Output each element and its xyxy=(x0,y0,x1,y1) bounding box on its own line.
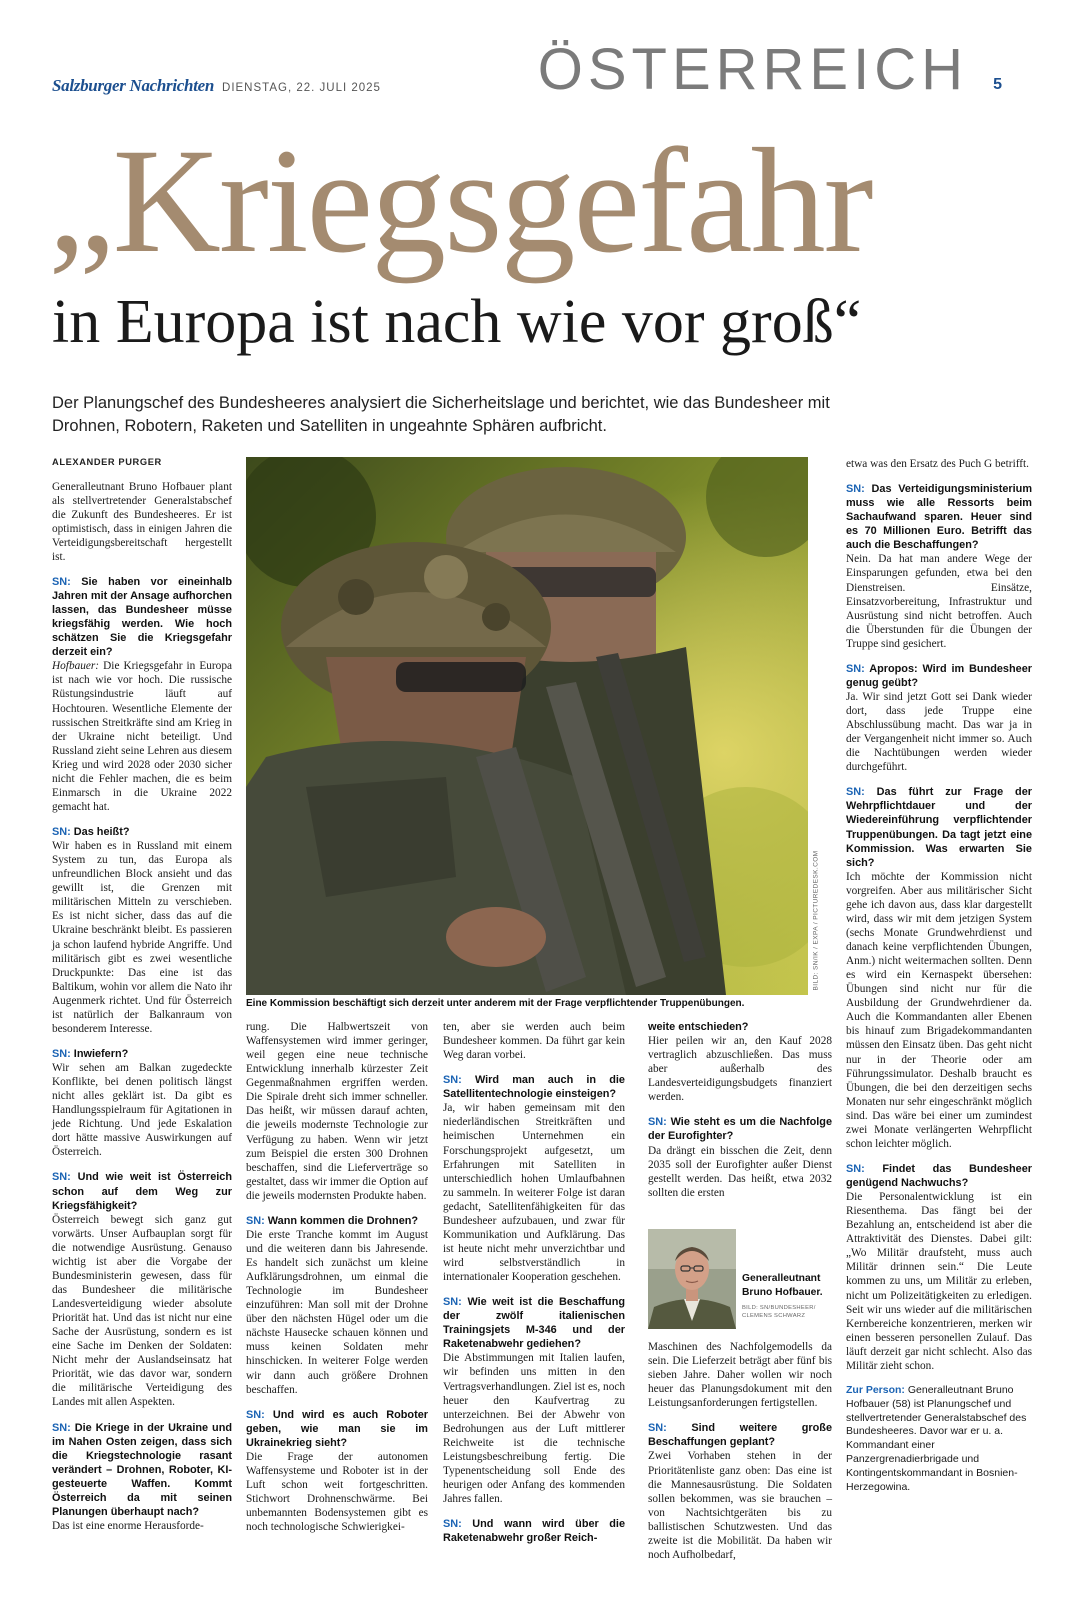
answer: Österreich bewegt sich ganz gut vorwärts. Unser Aufbauplan sorgt für die notwendige Ausrüstung. Genauso wichtig ist aber die Vorgabe der Bundesministerin gewesen, dass für das Bundesheer die militärische Landesverteidigung wieder absolute Priorität hat. Und das ist nicht nur eine Sache der Ausrüstung, sondern es ist eine Sache im Denken der Soldaten: Nicht mehr der Auslandseinsatz hat Priorität, wie das davor war, sondern die militärische Verteidigung des Landes mit allen Aspekten. xyxy=(52,1213,232,1409)
qa-block xyxy=(443,1073,625,1284)
person-bio: Generalleutnant Bruno Hofbauer (58) ist Planungschef und stellvertretender Generalstabschef des Bundesheeres. Davor war er u. a. Kommandant einer Panzergrenadierbrigade und Kontingentskommandant in Bosnien-Herzegowina. xyxy=(846,1383,1027,1493)
question: SN: Wann kommen die Drohnen? xyxy=(246,1214,419,1227)
portrait-photo[interactable] xyxy=(648,1229,736,1329)
answer: Da drängt ein bisschen die Zeit, denn 2035 soll der Eurofighter außer Dienst gestellt werden. Das heißt, etwa 2032 sollten die ersten xyxy=(648,1144,832,1199)
author-byline: ALEXANDER PURGER xyxy=(52,457,162,467)
qa-block xyxy=(648,1421,832,1562)
column-4-continued xyxy=(648,1340,832,1573)
portrait-credit: BILD: SN/BUNDESHEER/ CLEMENS SCHWARZ xyxy=(742,1305,816,1319)
question: SN: Apropos: Wird im Bundesheer genug geübt? xyxy=(846,662,1032,689)
answer: Die Abstimmungen mit Italien laufen, wir befinden uns mitten in den Vertragsverhandlungen. Ziel ist es, noch heuer den Kaufvertrag zu unterzeichnen. Bei der Abwehr von Bedrohungen aus der Luft mittlerer Reichweite ist die technische Leistungsbeschreibung fertig. Die Typenentscheidung soll Ende des heurigen oder Anfang des kommenden Jahres fallen. xyxy=(443,1352,625,1505)
question: SN: Das Verteidigungsministerium muss wie alle Ressorts beim Sachaufwand sparen. Heuer sind es 70 Millionen Euro. Betrifft das auch die Beschaffungen? xyxy=(846,483,1033,552)
person-box xyxy=(846,1384,1032,1495)
question: SN: Wie weit ist die Beschaffung der zwölf italienischen Trainingsjets M-346 und der Raketenabwehr gediehen? xyxy=(443,1296,626,1351)
answer: Die Frage der autonomen Waffensysteme und Roboter ist in der Luft schon weit fortgeschritten. Stichwort Drohnenschwärme. Bei unbemannten Bodensystemen gibt es noch technologische Schwierigkei- xyxy=(246,1450,428,1534)
answer: Die Kriegsgefahr in Europa ist nach wie vor hoch. Die russische Rüstungsindustrie läuft auf Hochtouren. Wesentliche Elemente der russischen Streitkräfte sind am Krieg in der Ukraine nicht beteiligt. Und Russland zieht seine Lehren aus diesem Krieg und wird 2028 oder 2030 sicher nicht die Fehler machen, die es beim Einmarsch in die Ukraine 2022 gemacht hat. xyxy=(52,660,232,813)
answer: Ja, wir haben gemeinsam mit den niederländischen Streitkräften und heimischen Unternehmen ein Forschungsprojekt aufgesetzt, um Erfahrungen mit Satelliten in unterschiedlich hohen Umlaufbahnen zu sammeln. In weiterer Folge ist daran gedacht, Satellitenfähigkeiten für das Bundesheer aufzubauen, und zwar für Kommunikation und Aufklärung. Das ist heute nicht mehr unverzichtbar und wird selbstverständlich in internationaler Kooperation geschehen. xyxy=(443,1102,625,1284)
answer: Ja. Wir sind jetzt Gott sei Dank wieder dort, dass jede Truppe eine Abschlussübung macht. Das war ja in der Vergangenheit nicht immer so. Auch die Nachtübungen werden wieder durchgeführt. xyxy=(846,690,1032,774)
answer: Wir haben es in Russland mit einem System zu tun, das Europa als unfreundlichen Block ansieht und das gewillt ist, die Grenzen mit militärischen Mitteln zu verschieben. Es ist nicht sicher, dass das auf die Ukraine beschränkt bleibt. Es passieren ja schon laufend hybride Angriffe. Und militärisch gibt es zwei wesentliche Druckpunkte: Das eine ist das Baltikum, wohin vor allem die Nato ihr Augenmerk richtet. Und für Österreich ist natürlich der Balkanraum von besonderem Interesse. xyxy=(52,840,232,1035)
page-number: 5 xyxy=(993,76,1002,93)
question: SN: Und wird es auch Roboter geben, wie man sie im Ukrainekrieg sieht? xyxy=(246,1408,429,1449)
answer: Nein. Da hat man andere Wege der Einsparungen gefunden, etwa bei den Dienstreisen. Einsätze, Einsatzvorbereitung, Infrastruktur und Ausrüstung sind nicht betroffen. Auch die Überstunden für die Übungen der Truppe sind gesichert. xyxy=(846,553,1032,650)
question: SN: Sie haben vor eineinhalb Jahren mit der Ansage aufhorchen lassen, das Bundesheer müsse kriegsfähig werden. Wie hoch schätzen Sie die Kriegsgefahr derzeit ein? xyxy=(52,575,232,659)
headline-sub: in Europa ist nach wie vor groß“ xyxy=(52,288,862,356)
qa-block xyxy=(52,1421,232,1534)
question: SN: Und wie weit ist Österreich schon auf dem Weg zur Kriegsfähigkeit? xyxy=(52,1171,232,1212)
section-title: ÖSTERREICH xyxy=(537,37,968,102)
soldiers-photo[interactable] xyxy=(246,457,808,995)
qa-block xyxy=(246,1408,428,1535)
answer: Die Personalentwicklung ist ein Riesenthema. Das fängt bei der Bezahlung an, entscheidend ist aber die Attraktivität des Dienstes. Dabei gilt: „Wo Militär draufsteht, muss auch Militär drinnen sein.“ Die Leute kommen zu uns, um Militär zu erleben, nicht um Polizeitätigkeiten zu erledigen. Seit wir uns wieder auf die militärischen Kernbereiche konzentrieren, merken wir einen besseren personellen Zulauf. Das läuft derzeit gar nicht schlecht. Also das Militär zieht schon. xyxy=(846,1191,1032,1372)
masthead xyxy=(52,76,381,96)
question: SN: Findet das Bundesheer genügend Nachwuchs? xyxy=(846,1162,1032,1189)
qa-block xyxy=(846,662,1032,775)
question: SN: Die Kriege in der Ukraine und im Nahen Osten zeigen, dass sich die Kriegstechnologie rasant verändert – Drohnen, Roboter, KI-gesteuerte Waffen. Kommt Österreich da mit seinen Planungen überhaupt nach? xyxy=(52,1421,232,1518)
qa-block xyxy=(52,1047,232,1160)
qa-block xyxy=(846,785,1032,1151)
question: SN: Und wann wird über die Raketenabwehr großer Reich- xyxy=(443,1518,626,1545)
qa-block xyxy=(246,1214,428,1397)
column-1 xyxy=(52,457,232,1544)
column-2 xyxy=(246,1020,428,1545)
answer: Die erste Tranche kommt im August und die weiteren dann bis Jahresende. Es handelt sich zunächst um kleine Aufklärungsdrohnen, um einmal die Technologie im Bundesheer einzuführen: Man soll mit der Drohne über den nächsten Hügel oder um die nächste Hausecke schauen können und muss keinen Soldaten mehr hinschicken. In weiterer Folge werden wir dann auch größere Drohnen beschaffen. xyxy=(246,1228,428,1396)
qa-block xyxy=(443,1295,625,1506)
qa-block xyxy=(648,1020,832,1104)
lead-paragraph: Der Planungschef des Bundesheeres analysiert die Sicherheitslage und berichtet, wie das Bundesheer mit Drohnen, Robotern, Raketen und Satelliten in ungeahnte Sphären aufbricht. xyxy=(52,394,830,436)
qa-block xyxy=(52,575,232,814)
speaker-label: Hofbauer: xyxy=(52,660,100,673)
question: SN: Wird man auch in die Satellitentechnologie einsteigen? xyxy=(443,1074,625,1101)
qa-block xyxy=(52,825,232,1036)
qa-block xyxy=(846,482,1032,651)
column-5 xyxy=(846,457,1032,1506)
sn-marker: SN: xyxy=(52,575,71,588)
question: SN: Das führt zur Frage der Wehrpflichtdauer und der Wiedereinführung verpflichtender Truppenübungen. Da tagt jetzt eine Kommission. Was erwarten Sie sich? xyxy=(846,786,1032,869)
question: SN: Sind weitere große Beschaffungen geplant? xyxy=(648,1422,832,1449)
intro-paragraph: Generalleutnant Bruno Hofbauer plant als stellvertretender Generalstabschef die Zukunft des Bundesheeres. Er ist optimistisch, dass in einigen Jahren die Verteidigungsbereitschaft hergestellt ist. xyxy=(52,480,232,563)
question: SN: Inwiefern? xyxy=(52,1047,129,1060)
portrait-illustration xyxy=(648,1229,736,1329)
answer: Das ist eine enorme Herausforde- xyxy=(52,1519,204,1532)
issue-date: DIENSTAG, 22. JULI 2025 xyxy=(222,82,381,94)
person-label: Zur Person: xyxy=(846,1383,905,1396)
qa-block xyxy=(846,1162,1032,1373)
answer: Hier peilen wir an, den Kauf 2028 vertraglich abzuschließen. Das muss aber außerhalb des Landesverteidigungsbudgets finanziert werden. xyxy=(648,1035,832,1104)
portrait-caption-block xyxy=(742,1272,834,1320)
question: SN: Das heißt? xyxy=(52,826,130,838)
headline-main: „Kriegsgefahr xyxy=(48,118,872,284)
column-4 xyxy=(648,1020,832,1211)
column-3 xyxy=(443,1020,625,1556)
portrait-caption: Generalleutnant Bruno Hofbauer. xyxy=(742,1273,823,1298)
photo-caption: Eine Kommission beschäftigt sich derzeit unter anderem mit der Frage verpflichtender Truppenübungen. xyxy=(246,998,745,1009)
photo-credit: BILD: SN/IK / EXPA / PICTUREDESK.COM xyxy=(812,850,820,991)
newspaper-logo[interactable]: Salzburger Nachrichten xyxy=(52,76,215,95)
answer-continuation: etwa was den Ersatz des Puch G betrifft. xyxy=(846,458,1029,470)
photo-illustration xyxy=(246,457,808,995)
answer: Ich möchte der Kommission nicht vorgreifen. Aber aus militärischer Sicht gehe ich davon aus, dass klar dargestellt wird, dass wir mit dem jetzigen System (sechs Monate Grundwehrdienst und danach keine verpflichtenden Übungen, Anm.) nicht weitermachen sollten. Denn es wird ein Kernaspekt übersehen: Übungen sind nicht nur für die Ausbildung der Grundwehrdiener da. Auch die Kommandanten aller Ebenen bis hinauf zum Brigadekommandanten müssen den Einsatz üben. Das geht nicht nur in der Theorie oder am Führungssimulator. Deshalb braucht es Übungen, die bei den derzeitigen sechs Monaten nur sehr eingeschränkt möglich sind. Das wäre bei einer um zumindest zwei Monate verlängerten Wehrpflicht schon leichter möglich. xyxy=(846,870,1032,1150)
qa-block xyxy=(443,1517,625,1545)
answer: Wir sehen am Balkan zugedeckte Konflikte, bei denen politisch längst nicht alles geklärt ist. Da gibt es Handlungsspielraum für Agitationen in jede Richtung. Und jede Eskalation dort hätte massive Auswirkungen auf Österreich. xyxy=(52,1062,232,1159)
answer-continuation: rung. Die Halbwertszeit von Waffensystemen wird immer geringer, weil gegen eine neue technische Entwicklung innerhalb kürzester Zeit Gegenmaßnahmen ergriffen werden. Die Spirale dreht sich immer schneller. Das heißt, wir müssen darauf achten, die jeweils modernste Technologie zur Verfügung zu haben. Wenn wir jetzt zum Beispiel die ersten 300 Drohnen beschaffen, sind die Lieferverträge so gestaltet, dass wir immer die Option auf die jeweils modernsten Produkte haben. xyxy=(246,1021,428,1202)
answer: Zwei Vorhaben stehen in der Prioritätenliste ganz oben: Das eine ist die Mannesausrüstung. Die Soldaten sollen bekommen, was sie brauchen – von Nachtsichtgeräten bis zu ballistischen Schutzwesten. Und das zweite ist die Mobilität. Da haben wir noch Aufholbedarf, xyxy=(648,1450,832,1561)
qa-block xyxy=(52,1170,232,1409)
question-continuation: weite entschieden? xyxy=(648,1021,749,1033)
question: SN: Wie steht es um die Nachfolge der Eurofighter? xyxy=(648,1116,832,1143)
answer-continuation: ten, aber sie werden auch beim Bundesheer kommen. Da führt gar kein Weg daran vorbei. xyxy=(443,1021,625,1062)
answer-continuation: Maschinen des Nachfolgemodells da sein. Die Lieferzeit beträgt aber fünf bis sieben Jahre. Daher wollen wir noch heuer das Planungsdokument mit den Leistungsanforderungen fertigstellen. xyxy=(648,1341,832,1410)
qa-block xyxy=(648,1115,832,1199)
